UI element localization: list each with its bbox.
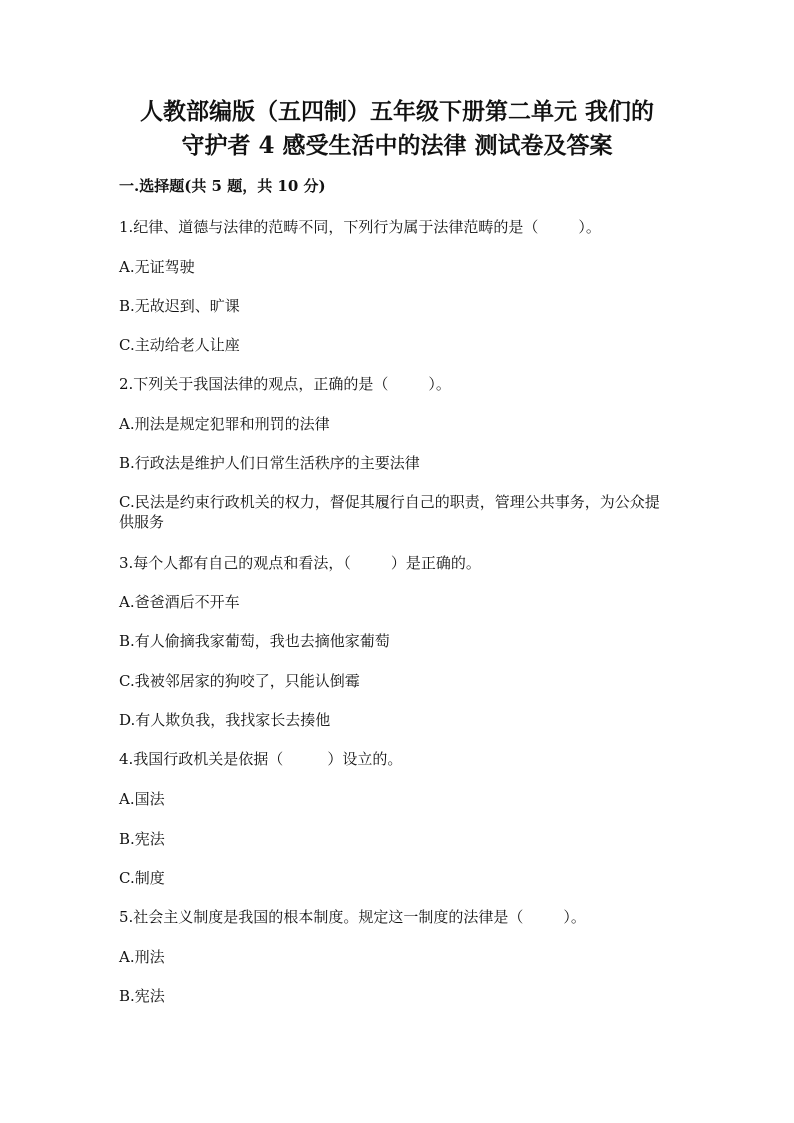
document-title-line-1: 人教部编版（五四制）五年级下册第二单元 我们的 (139, 98, 654, 125)
question-stem-text: 3.每个人都有自己的观点和看法，（ (119, 554, 351, 572)
question-2-option-b: B.行政法是维护人们日常生活秩序的主要法律 (119, 454, 420, 472)
question-5-option-b: B.宪法 (119, 987, 165, 1005)
question-3-stem (119, 553, 679, 573)
question-3-option-d: D.有人欺负我，我找家长去揍他 (119, 711, 331, 729)
section-heading: 一.选择题(共 5 题，共 10 分) (119, 177, 326, 195)
question-1-option-b: B.无故迟到、旷课 (119, 297, 240, 315)
question-4-option-a: A.国法 (119, 790, 165, 808)
question-stem-text: 5.社会主义制度是我国的根本制度。规定这一制度的法律是（ (119, 908, 524, 926)
question-2-option-c: C.民法是约束行政机关的权力，督促其履行自己的职责，管理公共事务，为公众提供服务 (119, 493, 660, 531)
question-stem-text: 2.下列关于我国法律的观点，正确的是（ (119, 375, 389, 393)
question-4-stem (119, 749, 679, 769)
question-5-option-a: A.刑法 (119, 948, 165, 966)
question-stem-end: ）。 (428, 375, 451, 393)
question-3-option-c: C.我被邻居家的狗咬了，只能认倒霉 (119, 672, 360, 690)
question-2-stem (119, 374, 679, 394)
question-stem-text: 1.纪律、道德与法律的范畴不同，下列行为属于法律范畴的是（ (119, 218, 539, 236)
question-3-option-b: B.有人偷摘我家葡萄，我也去摘他家葡萄 (119, 632, 390, 650)
question-4-option-c: C.制度 (119, 869, 165, 887)
question-stem-text: 4.我国行政机关是依据（ (119, 750, 284, 768)
question-1-option-c: C.主动给老人让座 (119, 336, 240, 354)
question-stem-end: ）。 (563, 908, 586, 926)
question-4-option-b: B.宪法 (119, 830, 165, 848)
question-stem-end: ）设立的。 (327, 750, 403, 768)
question-2-option-a: A.刑法是规定犯罪和刑罚的法律 (119, 415, 330, 433)
question-5-stem (119, 907, 679, 927)
question-1-option-a: A.无证驾驶 (119, 258, 195, 276)
question-stem-end: ）。 (578, 218, 601, 236)
question-1-stem (119, 217, 679, 237)
question-3-option-a: A.爸爸酒后不开车 (119, 593, 240, 611)
document-title-line-2: 守护者 4 感受生活中的法律 测试卷及答案 (181, 132, 613, 159)
question-stem-end: ）是正确的。 (390, 554, 481, 572)
